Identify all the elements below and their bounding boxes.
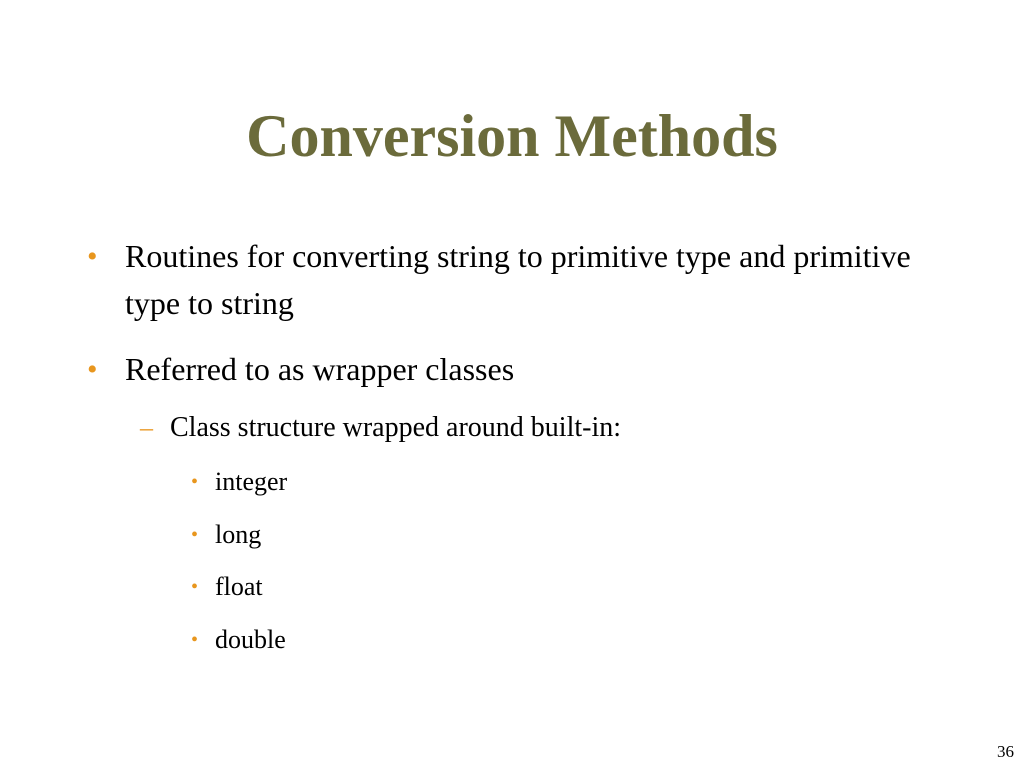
sub-bullet-class-structure (140, 411, 870, 445)
type-item-long (191, 519, 615, 551)
bullet-text: Referred to as wrapper classes (125, 351, 515, 387)
type-item-text: float (215, 572, 263, 601)
bullet-marker: • (191, 524, 199, 546)
dash-marker: – (140, 413, 153, 442)
bullet-item-routines (87, 233, 925, 327)
type-item-integer (191, 466, 615, 498)
type-item-text: integer (215, 467, 288, 496)
bullet-marker: • (191, 629, 199, 651)
type-item-double (191, 624, 615, 656)
type-item-text: long (215, 520, 262, 549)
slide-title: Conversion Methods (246, 103, 778, 169)
bullet-marker: • (87, 240, 98, 273)
bullet-text: Routines for converting string to primitive type and primitive type to string (125, 238, 911, 321)
type-item-float (191, 571, 615, 603)
bullet-marker: • (191, 471, 199, 493)
slide-number: 36 (997, 742, 1014, 761)
bullet-marker: • (87, 353, 98, 386)
bullet-marker: • (191, 576, 199, 598)
bullet-item-wrapper-classes (87, 346, 925, 393)
sub-bullet-text: Class structure wrapped around built-in: (170, 412, 622, 443)
type-item-text: double (215, 625, 286, 654)
